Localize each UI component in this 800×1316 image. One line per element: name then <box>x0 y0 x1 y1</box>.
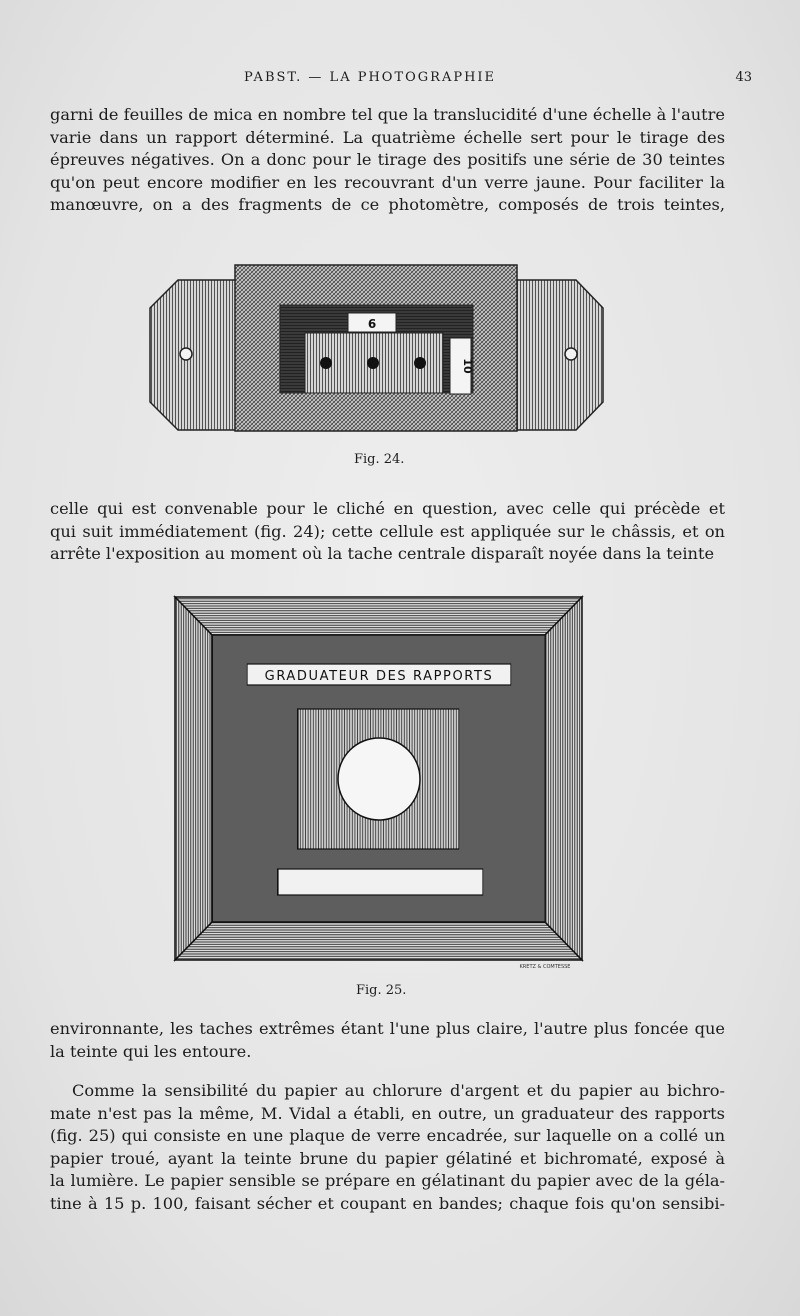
frame-top <box>175 597 582 635</box>
text-line: qu'on peut encore modifier en les recouvrant d'un verre jaune. Pour faciliter la <box>50 172 725 192</box>
text-line: épreuves négatives. On a donc pour le tirage des positifs une série de 30 teintes <box>50 150 725 170</box>
paragraph-4 <box>50 1080 725 1216</box>
text-line: Comme la sensibilité du papier au chlorure d'argent et du papier au bichro- <box>72 1081 725 1100</box>
label-top: 6 <box>367 317 377 331</box>
frame-right <box>545 597 582 960</box>
figure-24-caption: Fig. 24. <box>354 452 405 467</box>
text-line: environnante, les taches extrêmes étant l'une plus claire, l'autre plus foncée que <box>50 1019 725 1038</box>
text-line: la lumière. Le papier sensible se prépare en gélatinant du papier avec de la géla- <box>50 1171 725 1191</box>
bottom-strip <box>278 869 483 895</box>
text-line: manœuvre, on a des fragments de ce photomètre, composés de trois teintes, <box>50 195 725 215</box>
frame-bottom <box>175 922 582 960</box>
plate-label: GRADUATEUR DES RAPPORTS <box>264 669 494 684</box>
text-line: papier troué, ayant la teinte brune du papier gélatiné et bichromaté, exposé à <box>50 1148 725 1168</box>
central-hole <box>338 738 420 820</box>
text-line: celle qui est convenable pour le cliché en question, avec celle qui précède et <box>50 499 725 518</box>
text-line: qui suit immédiatement (fig. 24); cette cellule est appliquée sur le châssis, et on <box>50 521 725 541</box>
text-line: (fig. 25) qui consiste en une plaque de verre encadrée, sur laquelle on a collé un <box>50 1126 725 1146</box>
frame-left <box>175 597 212 960</box>
running-title: PABST. — LA PHOTOGRAPHIE <box>244 70 497 85</box>
paragraph-3 <box>50 1018 725 1063</box>
text-line: garni de feuilles de mica en nombre tel que la translucidité d'une échelle à l'autre <box>50 105 725 124</box>
text-line: la teinte qui les entoure. <box>50 1041 252 1061</box>
text-line: varie dans un rapport déterminé. La quatrième échelle sert pour le tirage des <box>50 127 725 147</box>
engraver-signature: KRETZ & COMTESSE <box>519 964 571 970</box>
figure-25-caption: Fig. 25. <box>356 983 407 998</box>
text-line: arrête l'exposition au moment où la tache centrale disparaît noyée dans la teinte <box>50 544 715 564</box>
text-line: tine à 15 p. 100, faisant sécher et coupant en bandes; chaque fois qu'on sensibi- <box>50 1193 725 1213</box>
page-number: 43 <box>735 70 752 85</box>
text-line: mate n'est pas la même, M. Vidal a établi, en outre, un graduateur des rapports <box>50 1103 725 1123</box>
label-right: 10 <box>461 358 474 374</box>
